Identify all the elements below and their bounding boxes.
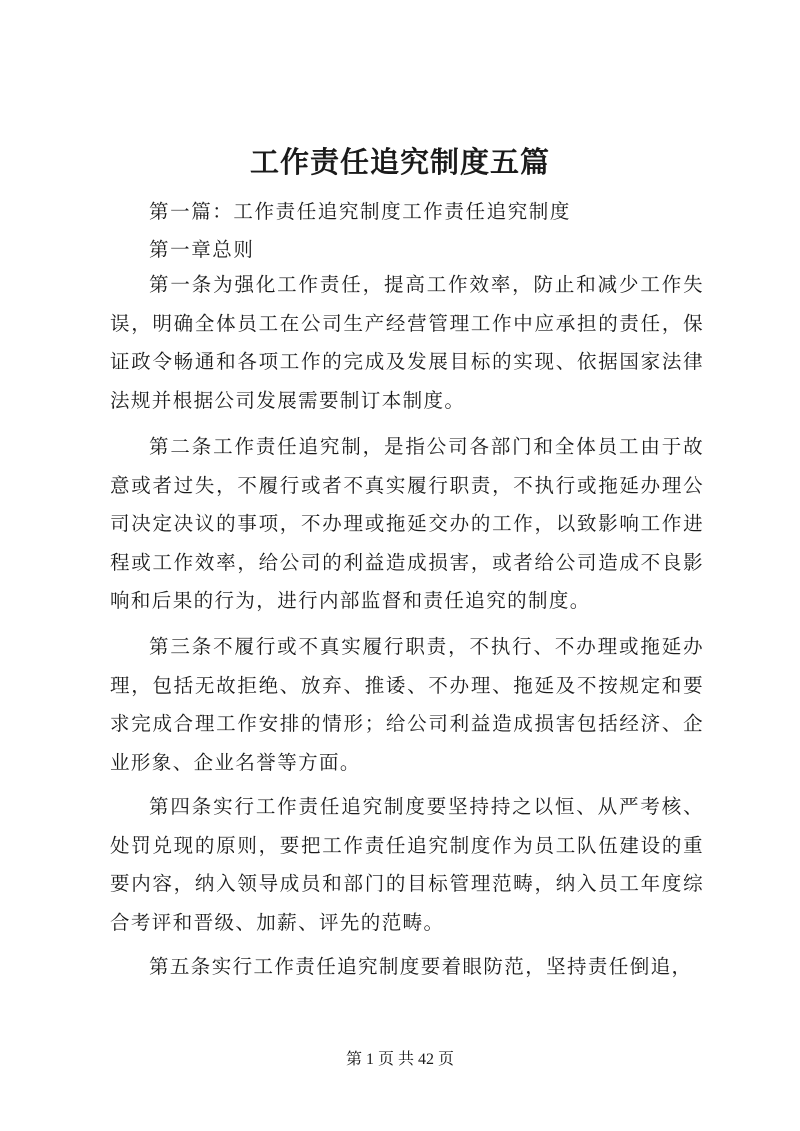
paragraph-article-2: 第二条工作责任追究制，是指公司各部门和全体员工由于故意或者过失，不履行或者不真实履行职责，不执行或拖延办理公司决定决议的事项，不办理或拖延交办的工作，以致影响工作进程或工作效率，给公司的利益造成损害，或者给公司造成不良影响和后果的行为，进行内部监督和责任追究的制度。 bbox=[110, 435, 704, 612]
paragraph-article-3: 第三条不履行或不真实履行职责，不执行、不办理或拖延办理，包括无故拒绝、放弃、推诿、不办理、拖延及不按规定和要求完成合理工作安排的情形；给公司利益造成损害包括经济、企业形象、企业名誉等方面。 bbox=[110, 635, 704, 774]
document-title: 工作责任追究制度五篇 bbox=[249, 145, 550, 179]
section-heading: 第一篇：工作责任追究制度工作责任追究制度 bbox=[149, 200, 572, 223]
paragraph-article-5: 第五条实行工作责任追究制度要着眼防范，坚持责任倒追， bbox=[149, 955, 693, 978]
chapter-heading: 第一章总则 bbox=[149, 238, 255, 261]
paragraph-article-4: 第四条实行工作责任追究制度要坚持持之以恒、从严考核、处罚兑现的原则，要把工作责任追究制度作为员工队伍建设的重要内容，纳入领导成员和部门的目标管理范畴，纳入员工年度综合考评和晋级、加薪、评先的范畴。 bbox=[110, 795, 704, 934]
paragraph-article-1: 第一条为强化工作责任，提高工作效率，防止和减少工作失误，明确全体员工在公司生产经营管理工作中应承担的责任，保证政令畅通和各项工作的完成及发展目标的实现、依据国家法律法规并根据公司发展需要制订本制度。 bbox=[110, 273, 704, 412]
page-number-footer: 第 1 页 共 42 页 bbox=[345, 1051, 454, 1068]
